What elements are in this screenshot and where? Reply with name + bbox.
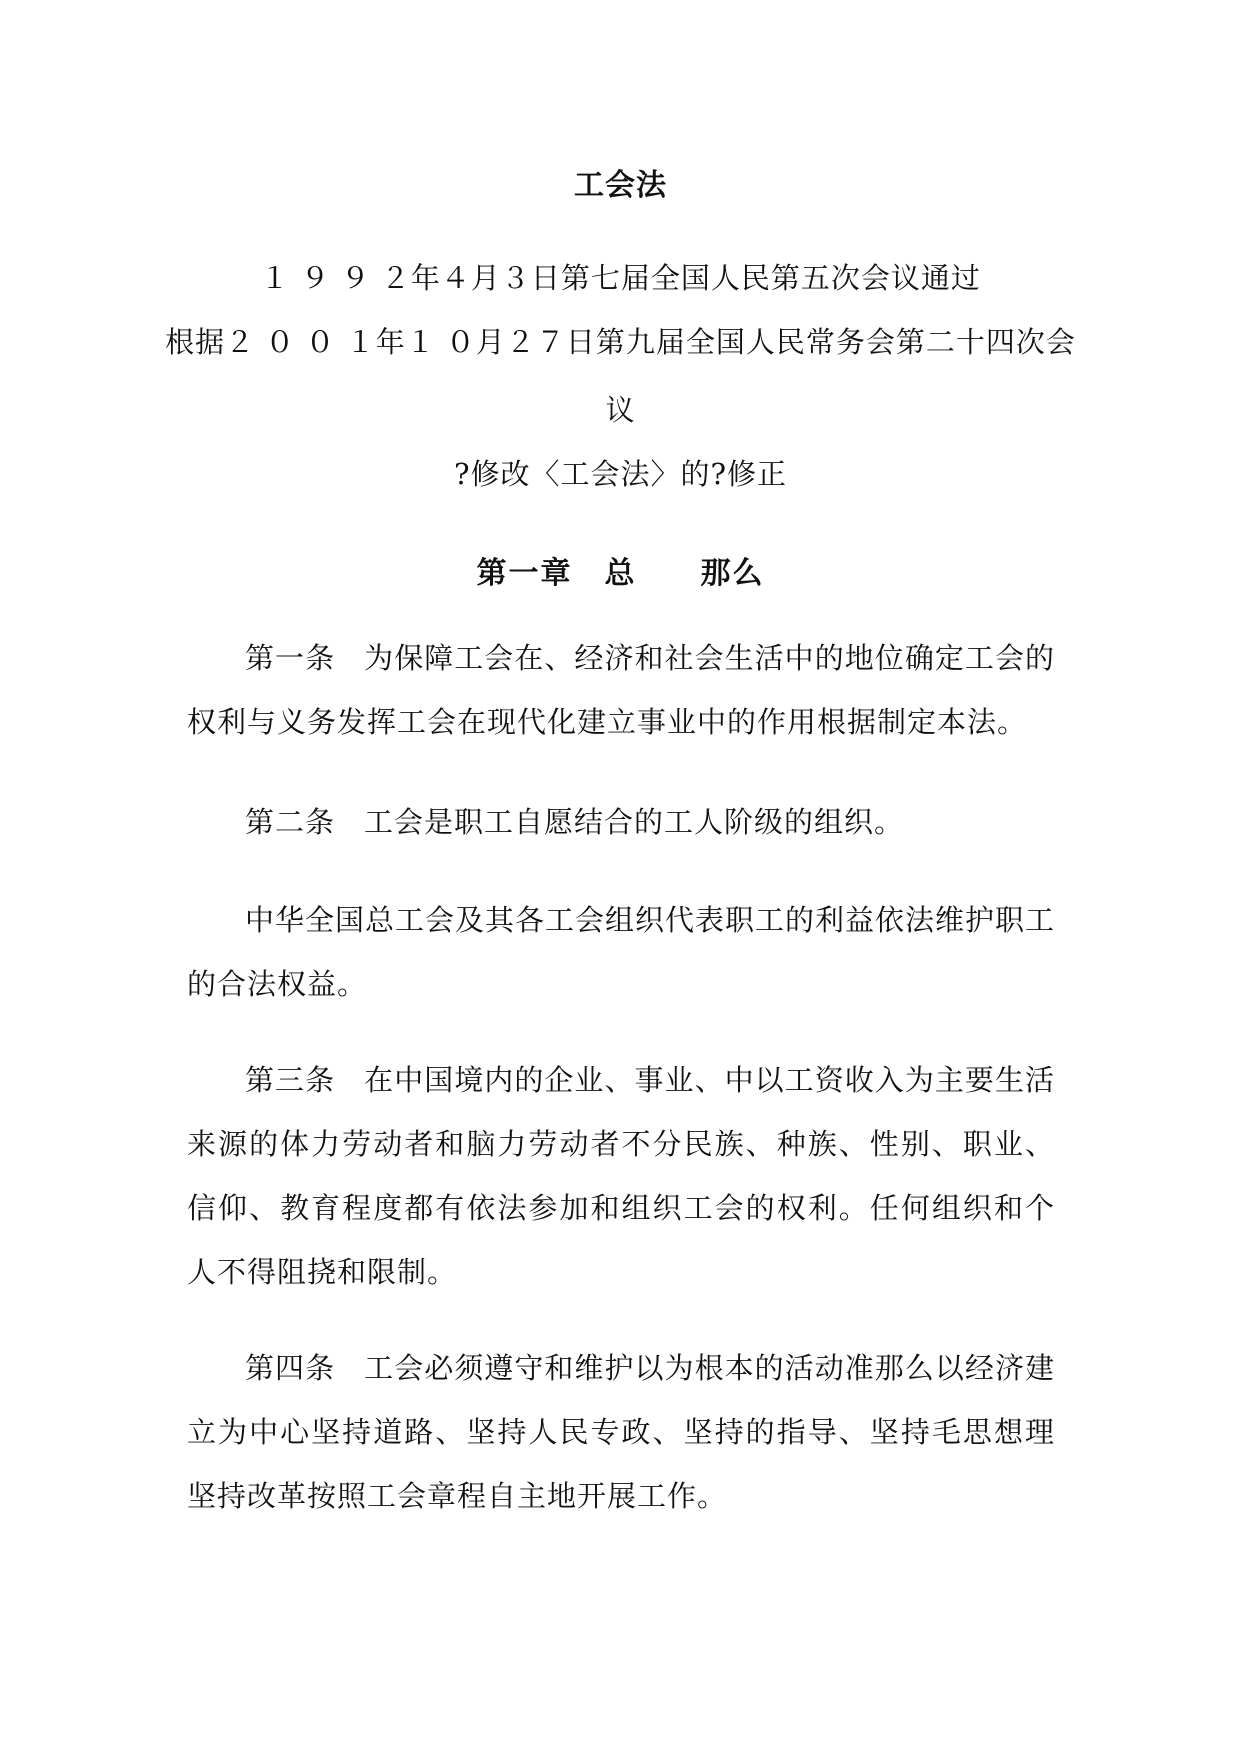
article-text: 工会是职工自愿结合的工人阶级的组织。 [364, 805, 905, 839]
article-number: 第四条 [245, 1351, 336, 1385]
subtitle-line-3: 议 [605, 393, 636, 427]
article-text: 在中国境内的企业、事业、中以工资收入为主要生活来源的体力劳动者和脑力劳动者不分民族、种族、性别、职业、信仰、教育程度都有依法参加和组织工会的权利。任何组织和个人不得阻挠和限制。 [187, 1063, 1055, 1289]
article-text: 为保障工会在、经济和社会生活中的地位确定工会的权利与义务发挥工会在现代化建立事业中的作用根据制定本法。 [187, 641, 1055, 739]
document-title: 工会法 [574, 168, 667, 203]
article-number: 第二条 [245, 805, 336, 839]
subtitle-line-4: ?修改〈工会法〉的?修正 [453, 457, 788, 491]
chapter-heading: 第一章 总 那么 [476, 556, 765, 591]
article-paragraph-4 [187, 1048, 1055, 1304]
subtitle-line-2: 根据２ ０ ０ １年１ ０月２７日第九届全国人民常务会第二十四次会 [165, 325, 1076, 359]
article-paragraph-3 [187, 888, 1055, 1016]
article-paragraph-1 [187, 626, 1055, 754]
article-number: 第三条 [245, 1063, 336, 1097]
article-number: 第一条 [245, 641, 336, 675]
article-paragraph-5 [187, 1336, 1055, 1528]
article-text: 工会必须遵守和维护以为根本的活动准那么以经济建立为中心坚持道路、坚持人民专政、坚持的指导、坚持毛思想理坚持改革按照工会章程自主地开展工作。 [187, 1351, 1055, 1513]
subtitle-line-1: １ ９ ９ ２年４月３日第七届全国人民第五次会议通过 [260, 261, 981, 295]
article-paragraph-2 [187, 790, 1055, 854]
article-text: 中华全国总工会及其各工会组织代表职工的利益依法维护职工的合法权益。 [187, 903, 1056, 1001]
